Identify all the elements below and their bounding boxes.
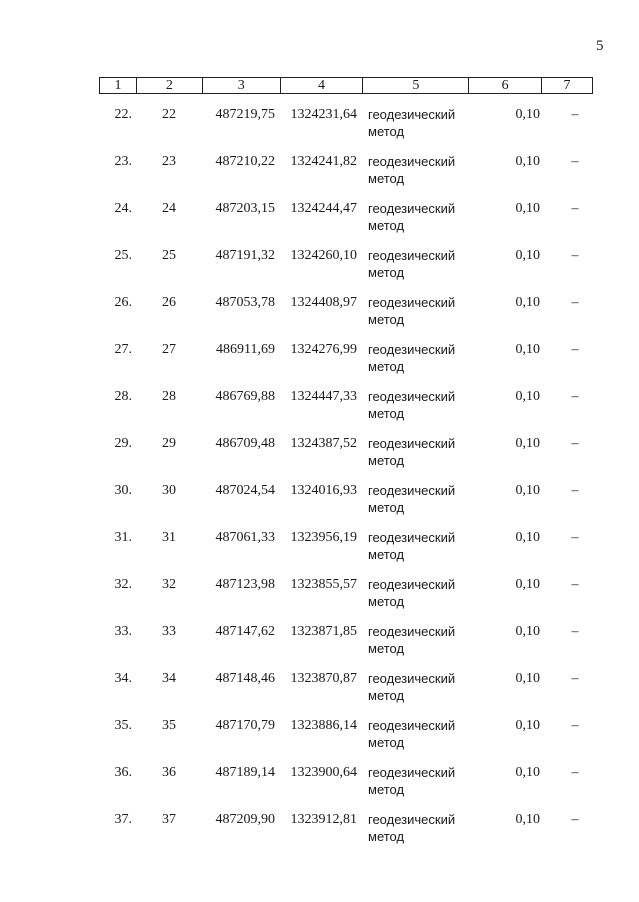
accuracy-value: 0,10 (515, 107, 540, 122)
column-header-2: 2 (136, 78, 202, 94)
description-dash: – (571, 671, 579, 686)
method-text: геодезический метод (368, 107, 456, 139)
coordinate-y: 1323900,64 (290, 765, 357, 780)
method-text: геодезический метод (368, 765, 456, 797)
point-id: 34 (162, 671, 176, 686)
description-dash: – (571, 201, 579, 216)
coordinate-x: 487189,14 (215, 765, 275, 780)
table-row (0, 339, 639, 386)
description-dash: – (571, 577, 579, 592)
point-id: 31 (162, 530, 176, 545)
description-dash: – (571, 483, 579, 498)
row-number: 34. (114, 671, 132, 686)
coordinate-x: 486769,88 (215, 389, 275, 404)
method-text: геодезический метод (368, 389, 456, 421)
coordinate-y: 1324241,82 (290, 154, 357, 169)
description-dash: – (571, 295, 579, 310)
method-text: геодезический метод (368, 154, 456, 186)
table-row (0, 151, 639, 198)
page-number: 5 (596, 38, 604, 54)
point-id: 25 (162, 248, 176, 263)
coordinate-x: 487203,15 (215, 201, 275, 216)
coordinate-y: 1324408,97 (290, 295, 357, 310)
column-header-4: 4 (280, 78, 363, 94)
accuracy-value: 0,10 (515, 154, 540, 169)
row-number: 37. (114, 812, 132, 827)
point-id: 33 (162, 624, 176, 639)
method-text: геодезический метод (368, 530, 456, 562)
table-row (0, 245, 639, 292)
method-text: геодезический метод (368, 342, 456, 374)
row-number: 25. (114, 248, 132, 263)
column-header-row (100, 78, 593, 94)
coordinate-x: 487061,33 (215, 530, 275, 545)
table-row (0, 715, 639, 762)
coordinate-x: 487170,79 (215, 718, 275, 733)
column-header-1: 1 (100, 78, 137, 94)
coordinates-table-body (0, 104, 639, 856)
coordinate-x: 487024,54 (215, 483, 275, 498)
point-id: 30 (162, 483, 176, 498)
point-id: 26 (162, 295, 176, 310)
table-row (0, 433, 639, 480)
row-number: 23. (114, 154, 132, 169)
column-header-6: 6 (469, 78, 542, 94)
method-text: геодезический метод (368, 718, 456, 750)
point-id: 35 (162, 718, 176, 733)
accuracy-value: 0,10 (515, 624, 540, 639)
coordinate-x: 486911,69 (216, 342, 275, 357)
point-id: 24 (162, 201, 176, 216)
coordinate-y: 1323956,19 (290, 530, 357, 545)
coordinate-y: 1324276,99 (290, 342, 357, 357)
row-number: 30. (114, 483, 132, 498)
column-header-table (99, 77, 593, 94)
method-text: геодезический метод (368, 577, 456, 609)
row-number: 28. (114, 389, 132, 404)
accuracy-value: 0,10 (515, 530, 540, 545)
accuracy-value: 0,10 (515, 436, 540, 451)
coordinate-y: 1324447,33 (290, 389, 357, 404)
coordinate-y: 1324387,52 (290, 436, 357, 451)
description-dash: – (571, 718, 579, 733)
method-text: геодезический метод (368, 201, 456, 233)
coordinate-y: 1324231,64 (290, 107, 357, 122)
table-row (0, 104, 639, 151)
coordinate-x: 487123,98 (215, 577, 275, 592)
table-row (0, 574, 639, 621)
method-text: геодезический метод (368, 295, 456, 327)
row-number: 24. (114, 201, 132, 216)
description-dash: – (571, 389, 579, 404)
point-id: 37 (162, 812, 176, 827)
description-dash: – (571, 812, 579, 827)
coordinate-x: 487147,62 (215, 624, 275, 639)
point-id: 22 (162, 107, 176, 122)
coordinate-y: 1323912,81 (290, 812, 357, 827)
method-text: геодезический метод (368, 483, 456, 515)
accuracy-value: 0,10 (515, 718, 540, 733)
method-text: геодезический метод (368, 671, 456, 703)
row-number: 27. (114, 342, 132, 357)
coordinate-x: 487053,78 (215, 295, 275, 310)
method-text: геодезический метод (368, 436, 456, 468)
coordinate-y: 1324244,47 (290, 201, 357, 216)
row-number: 26. (114, 295, 132, 310)
table-row (0, 386, 639, 433)
description-dash: – (571, 107, 579, 122)
column-header-5: 5 (363, 78, 469, 94)
coordinate-x: 487219,75 (215, 107, 275, 122)
description-dash: – (571, 765, 579, 780)
description-dash: – (571, 342, 579, 357)
coordinate-x: 487210,22 (215, 154, 275, 169)
accuracy-value: 0,10 (515, 812, 540, 827)
point-id: 32 (162, 577, 176, 592)
table-row (0, 668, 639, 715)
coordinate-y: 1324016,93 (290, 483, 357, 498)
row-number: 22. (114, 107, 132, 122)
method-text: геодезический метод (368, 248, 456, 280)
coordinate-y: 1324260,10 (290, 248, 357, 263)
row-number: 31. (114, 530, 132, 545)
coordinate-y: 1323886,14 (290, 718, 357, 733)
accuracy-value: 0,10 (515, 577, 540, 592)
row-number: 35. (114, 718, 132, 733)
column-header-7: 7 (542, 78, 593, 94)
method-text: геодезический метод (368, 624, 456, 656)
method-text: геодезический метод (368, 812, 456, 844)
accuracy-value: 0,10 (515, 201, 540, 216)
description-dash: – (571, 624, 579, 639)
accuracy-value: 0,10 (515, 483, 540, 498)
table-row (0, 809, 639, 856)
table-row (0, 198, 639, 245)
coordinate-y: 1323870,87 (290, 671, 357, 686)
table-row (0, 480, 639, 527)
accuracy-value: 0,10 (515, 389, 540, 404)
point-id: 27 (162, 342, 176, 357)
table-row (0, 621, 639, 668)
accuracy-value: 0,10 (515, 342, 540, 357)
table-row (0, 527, 639, 574)
row-number: 36. (114, 765, 132, 780)
point-id: 23 (162, 154, 176, 169)
accuracy-value: 0,10 (515, 765, 540, 780)
description-dash: – (571, 530, 579, 545)
description-dash: – (571, 248, 579, 263)
table-row (0, 292, 639, 339)
accuracy-value: 0,10 (515, 295, 540, 310)
accuracy-value: 0,10 (515, 671, 540, 686)
coordinate-y: 1323871,85 (290, 624, 357, 639)
coordinate-y: 1323855,57 (290, 577, 357, 592)
row-number: 33. (114, 624, 132, 639)
row-number: 32. (114, 577, 132, 592)
coordinate-x: 487148,46 (215, 671, 275, 686)
point-id: 28 (162, 389, 176, 404)
coordinate-x: 487209,90 (215, 812, 275, 827)
description-dash: – (571, 154, 579, 169)
column-header-3: 3 (202, 78, 280, 94)
coordinate-x: 487191,32 (215, 248, 275, 263)
point-id: 36 (162, 765, 176, 780)
row-number: 29. (114, 436, 132, 451)
point-id: 29 (162, 436, 176, 451)
table-row (0, 762, 639, 809)
accuracy-value: 0,10 (515, 248, 540, 263)
description-dash: – (571, 436, 579, 451)
coordinate-x: 486709,48 (215, 436, 275, 451)
